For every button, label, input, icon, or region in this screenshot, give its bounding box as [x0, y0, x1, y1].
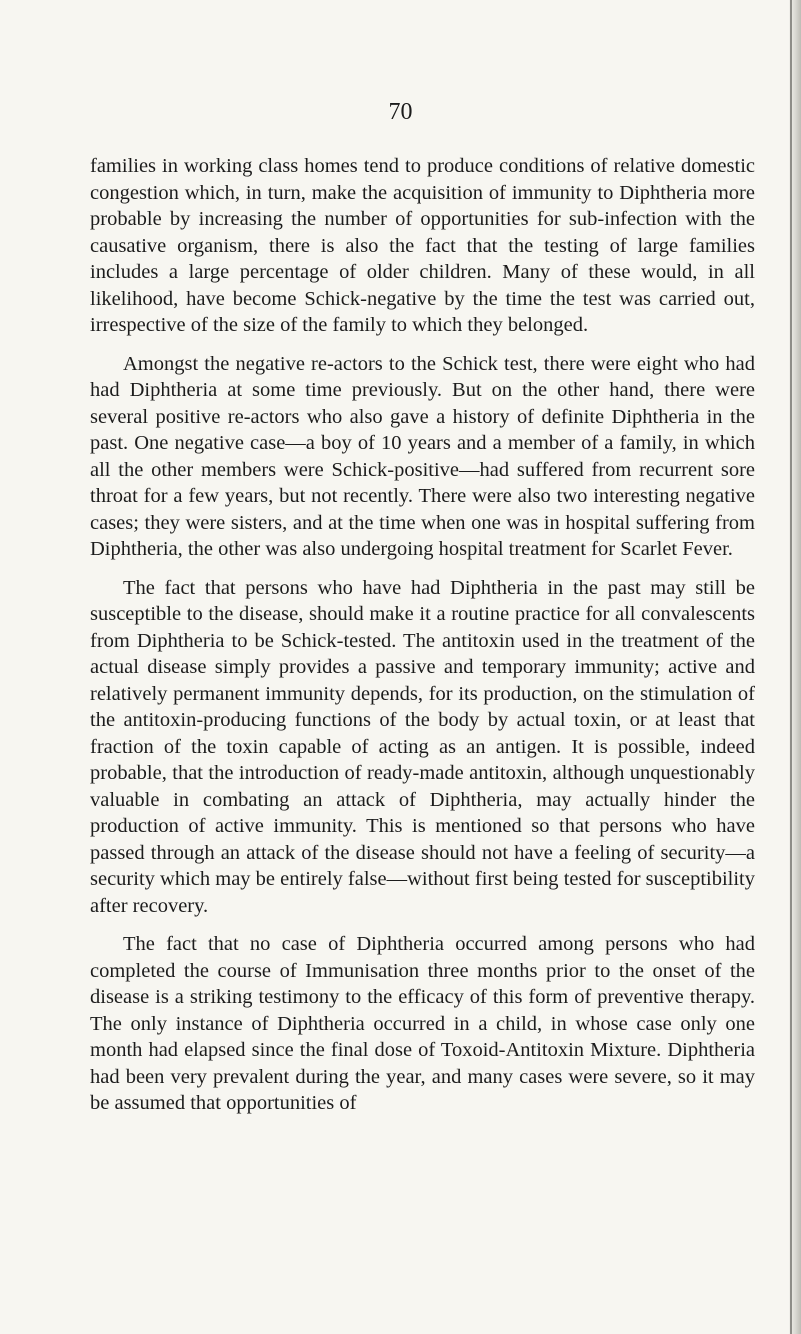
- paragraph-4: The fact that no case of Diphtheria occurred among persons who had completed the course of Immunisation three months prior to the onset of the disease is a striking testimony to the efficacy of this form of preventive therapy. The only instance of Diphtheria occurred in a child, in whose case only one month had elapsed since the final dose of Toxoid-Antitoxin Mixture. Diphtheria had been very prevalent during the year, and many cases were severe, so it may be assumed that opportunities of: [90, 933, 755, 1114]
- page-number: 70: [388, 99, 413, 125]
- page-edge-line: [790, 0, 792, 1334]
- paragraph-3: The fact that persons who have had Diphtheria in the past may still be susceptible to the disease, should make it a routine practice for all convalescents from Diphtheria to be Schick-tested. The antitoxin used in the treatment of the actual disease simply provides a passive and temporary immunity; active and relatively permanent immunity depends, for its production, on the stimulation of the antitoxin-producing functions of the body by actual toxin, or at least that fraction of the toxin capable of acting as an antigen. It is possible, indeed probable, that the introduction of ready-made antitoxin, although unquestionably valuable in combating an attack of Diphtheria, may actually hinder the production of active immunity. This is mentioned so that persons who have passed through an attack of the disease should not have a feeling of security—a security which may be entirely false—without first being tested for susceptibility after recovery.: [90, 576, 755, 917]
- body-text: [90, 153, 755, 1117]
- paragraph-2: Amongst the negative re-actors to the Schick test, there were eight who had had Diphtheria at some time previously. But on the other hand, there were several positive re-actors who also gave a history of definite Diphtheria in the past. One negative case—a boy of 10 years and a member of a family, in which all the other members were Schick-positive—had suffered from recurrent sore throat for a few years, but not recently. There were also two interesting negative cases; they were sisters, and at the time when one was in hospital suffering from Diphtheria, the other was also undergoing hospital treatment for Scarlet Fever.: [90, 352, 755, 560]
- paragraph-1: families in working class homes tend to produce conditions of relative domestic congestion which, in turn, make the acquisition of immunity to Diphtheria more probable by increasing the number of opportunities for sub-infection with the causative organism, there is also the fact that the testing of large families includes a large percentage of older children. Many of these would, in all likelihood, have become Schick-negative by the time the test was carried out, irrespective of the size of the family to which they belonged.: [90, 155, 755, 336]
